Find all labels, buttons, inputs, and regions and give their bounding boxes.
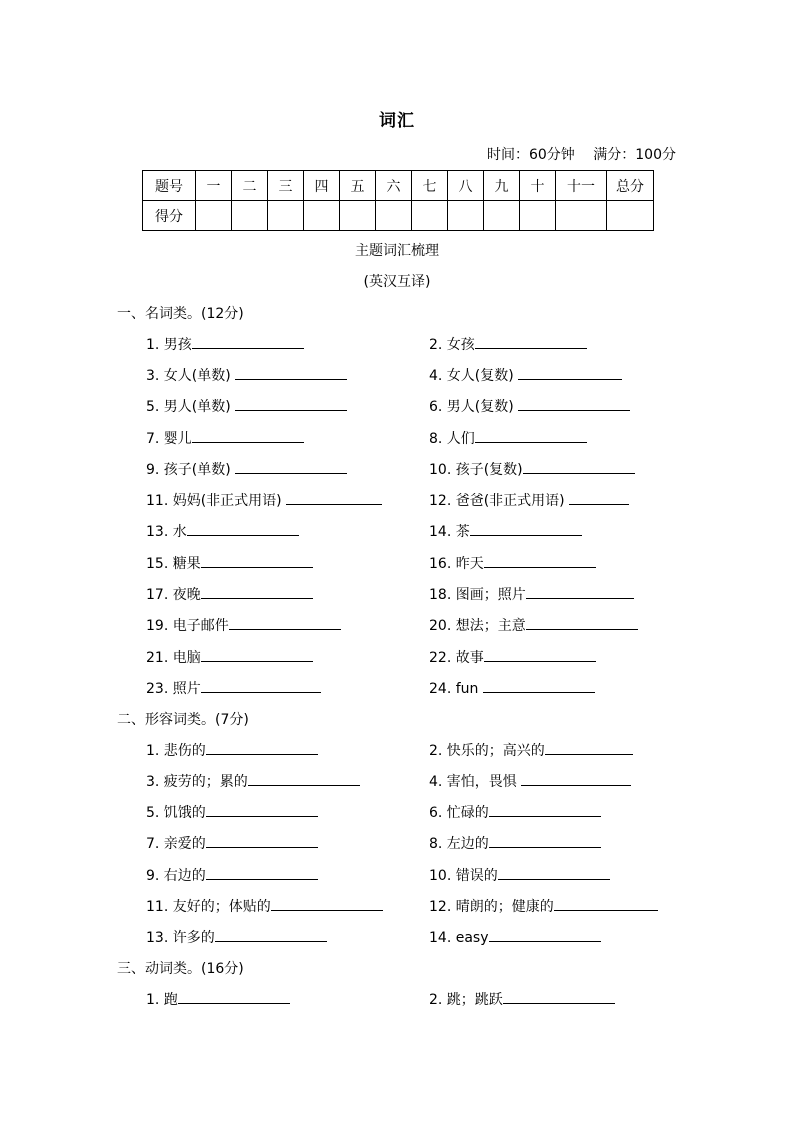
vocab-item (429, 865, 610, 885)
vocab-item (429, 896, 658, 916)
score-cell (607, 201, 654, 231)
score-cell (340, 201, 376, 231)
score-cell (448, 201, 484, 231)
vocab-item (146, 396, 347, 416)
score-header-cell: 总分 (607, 171, 654, 201)
answer-blank[interactable] (201, 553, 313, 568)
vocab-prompt: 24. fun (429, 681, 483, 697)
vocab-prompt: 14. easy (429, 930, 489, 946)
vocab-prompt: 23. 照片 (146, 681, 201, 697)
vocab-prompt: 13. 水 (146, 524, 187, 540)
score-header-cell: 九 (484, 171, 520, 201)
answer-blank[interactable] (523, 459, 635, 474)
answer-blank[interactable] (235, 365, 347, 380)
vocab-item (429, 553, 596, 573)
score-header-cell: 二 (232, 171, 268, 201)
answer-blank[interactable] (286, 490, 382, 505)
score-header-cell: 八 (448, 171, 484, 201)
vocab-item (146, 521, 299, 541)
vocab-item (146, 865, 318, 885)
vocab-item (146, 365, 347, 385)
score-header-cell: 一 (196, 171, 232, 201)
answer-blank[interactable] (521, 771, 631, 786)
answer-blank[interactable] (206, 740, 318, 755)
vocab-item (146, 802, 318, 822)
vocab-prompt: 9. 孩子(单数) (146, 462, 236, 478)
answer-blank[interactable] (475, 334, 587, 349)
vocab-prompt: 3. 女人(单数) (146, 368, 236, 384)
answer-blank[interactable] (215, 927, 327, 942)
vocab-prompt: 9. 右边的 (146, 868, 206, 884)
vocab-item (429, 678, 595, 697)
vocab-prompt: 1. 悲伤的 (146, 743, 206, 759)
vocab-prompt: 5. 男人(单数) (146, 399, 236, 415)
score-table-header-row (143, 171, 654, 201)
answer-blank[interactable] (489, 802, 601, 817)
score-row-label: 得分 (143, 201, 196, 231)
vocab-prompt: 19. 电子邮件 (146, 618, 229, 634)
vocab-prompt: 15. 糖果 (146, 556, 201, 572)
vocab-item (429, 740, 633, 760)
score-cell (412, 201, 448, 231)
vocab-item (429, 833, 601, 853)
score-table-score-row (143, 201, 654, 231)
vocab-prompt: 2. 跳；跳跃 (429, 992, 503, 1008)
answer-blank[interactable] (248, 771, 360, 786)
vocab-prompt: 3. 疲劳的；累的 (146, 774, 248, 790)
score-header-cell: 五 (340, 171, 376, 201)
vocab-item (429, 802, 601, 822)
vocab-item (429, 396, 630, 416)
vocab-item (429, 771, 631, 791)
vocab-prompt: 1. 跑 (146, 992, 178, 1008)
vocab-item (429, 334, 587, 354)
vocab-prompt: 6. 男人(复数) (429, 399, 519, 415)
answer-blank[interactable] (484, 553, 596, 568)
answer-blank[interactable] (235, 459, 347, 474)
answer-blank[interactable] (518, 396, 630, 411)
vocab-item (146, 428, 304, 448)
score-cell (556, 201, 607, 231)
vocab-item (146, 678, 321, 698)
answer-blank[interactable] (498, 865, 610, 880)
vocab-item (429, 459, 635, 479)
section-heading-adjectives: 二、形容词类。(7分) (117, 712, 249, 728)
page-title: 词汇 (379, 111, 415, 131)
score-table (142, 170, 654, 231)
vocab-item (146, 927, 327, 947)
vocab-prompt: 1. 男孩 (146, 337, 192, 353)
score-header-cell: 十一 (556, 171, 607, 201)
answer-blank[interactable] (271, 896, 383, 911)
vocab-item (429, 521, 582, 541)
vocab-item (146, 771, 360, 791)
vocab-prompt: 6. 忙碌的 (429, 805, 489, 821)
vocab-prompt: 7. 婴儿 (146, 431, 192, 447)
vocab-prompt: 21. 电脑 (146, 650, 201, 666)
section-heading-verbs: 三、动词类。(16分) (117, 961, 244, 977)
answer-blank[interactable] (201, 647, 313, 662)
vocab-item (429, 365, 622, 385)
vocab-item (146, 833, 318, 853)
vocab-item (146, 989, 290, 1009)
vocab-prompt: 12. 爸爸(非正式用语) (429, 493, 570, 509)
answer-blank[interactable] (503, 989, 615, 1004)
exam-meta (473, 144, 676, 164)
section-subtitle: 主题词汇梳理 (355, 243, 439, 259)
vocab-item (429, 584, 634, 604)
score-cell (520, 201, 556, 231)
exam-full-score: 满分：100分 (593, 147, 676, 163)
vocab-item (146, 490, 382, 510)
vocab-prompt: 18. 图画；照片 (429, 587, 526, 603)
vocab-item (429, 647, 596, 667)
vocab-prompt: 4. 害怕，畏惧 (429, 774, 522, 790)
answer-blank[interactable] (235, 396, 347, 411)
answer-blank[interactable] (554, 896, 658, 911)
answer-blank[interactable] (484, 647, 596, 662)
vocab-item (146, 553, 313, 573)
answer-blank[interactable] (475, 428, 587, 443)
vocab-prompt: 5. 饥饿的 (146, 805, 206, 821)
score-header-cell: 六 (376, 171, 412, 201)
answer-blank[interactable] (545, 740, 633, 755)
vocab-item (429, 927, 601, 946)
vocab-item (429, 615, 638, 635)
answer-blank[interactable] (192, 428, 304, 443)
vocab-prompt: 16. 昨天 (429, 556, 484, 572)
answer-blank[interactable] (206, 833, 318, 848)
answer-blank[interactable] (229, 615, 341, 630)
vocab-prompt: 10. 错误的 (429, 868, 498, 884)
score-cell (376, 201, 412, 231)
vocab-item (429, 490, 629, 510)
vocab-prompt: 22. 故事 (429, 650, 484, 666)
score-header-cell: 题号 (143, 171, 196, 201)
vocab-item (146, 334, 304, 354)
vocab-prompt: 12. 晴朗的；健康的 (429, 899, 554, 915)
answer-blank[interactable] (201, 584, 313, 599)
score-cell (484, 201, 520, 231)
vocab-item (429, 428, 587, 448)
answer-blank[interactable] (201, 678, 321, 693)
answer-blank[interactable] (518, 365, 622, 380)
vocab-prompt: 11. 友好的；体贴的 (146, 899, 271, 915)
score-header-cell: 四 (304, 171, 340, 201)
vocab-item (429, 989, 615, 1009)
score-cell (196, 201, 232, 231)
answer-blank[interactable] (206, 865, 318, 880)
vocab-prompt: 13. 许多的 (146, 930, 215, 946)
answer-blank[interactable] (206, 802, 318, 817)
exam-time: 时间：60分钟 (486, 147, 575, 163)
vocab-prompt: 2. 快乐的；高兴的 (429, 743, 545, 759)
vocab-prompt: 20. 想法；主意 (429, 618, 526, 634)
score-header-cell: 三 (268, 171, 304, 201)
answer-blank[interactable] (489, 833, 601, 848)
section-heading-nouns: 一、名词类。(12分) (117, 306, 244, 322)
vocab-prompt: 2. 女孩 (429, 337, 475, 353)
answer-blank[interactable] (489, 927, 601, 942)
answer-blank[interactable] (526, 584, 634, 599)
vocab-item (146, 740, 318, 760)
vocab-item (146, 647, 313, 667)
score-cell (232, 201, 268, 231)
vocab-prompt: 8. 人们 (429, 431, 475, 447)
answer-blank[interactable] (187, 521, 299, 536)
score-header-cell: 七 (412, 171, 448, 201)
vocab-item (146, 459, 347, 479)
vocab-prompt: 17. 夜晚 (146, 587, 201, 603)
vocab-prompt: 4. 女人(复数) (429, 368, 519, 384)
answer-blank[interactable] (569, 490, 629, 505)
vocab-item (146, 615, 341, 635)
vocab-prompt: 11. 妈妈(非正式用语) (146, 493, 287, 509)
answer-blank[interactable] (470, 521, 582, 536)
section-subtitle-translation: (英汉互译) (363, 274, 431, 290)
vocab-prompt: 10. 孩子(复数) (429, 462, 523, 478)
answer-blank[interactable] (526, 615, 638, 630)
answer-blank[interactable] (483, 678, 595, 693)
answer-blank[interactable] (192, 334, 304, 349)
vocab-item (146, 896, 383, 916)
vocab-prompt: 14. 茶 (429, 524, 470, 540)
vocab-item (146, 584, 313, 604)
vocab-prompt: 7. 亲爱的 (146, 836, 206, 852)
score-cell (304, 201, 340, 231)
score-header-cell: 十 (520, 171, 556, 201)
vocab-prompt: 8. 左边的 (429, 836, 489, 852)
answer-blank[interactable] (178, 989, 290, 1004)
score-cell (268, 201, 304, 231)
